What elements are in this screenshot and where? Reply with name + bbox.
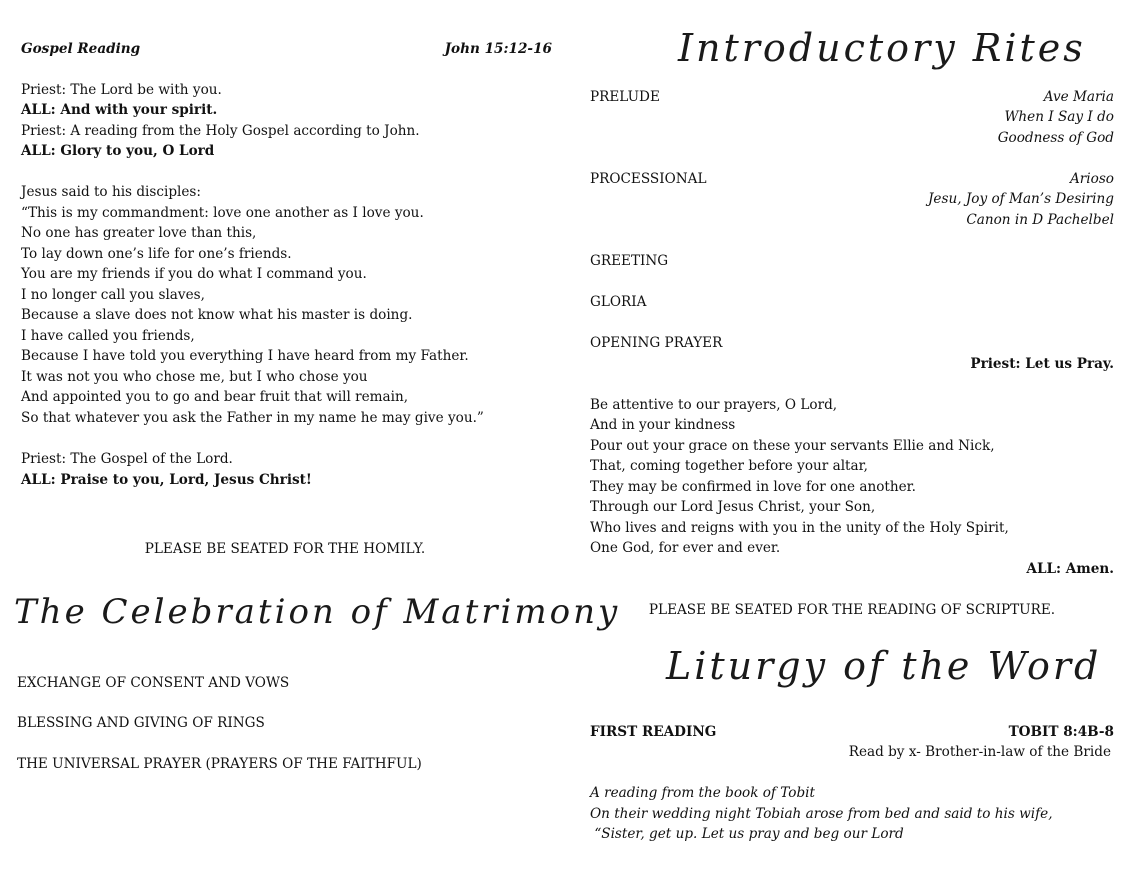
prayer-line: Be attentive to our prayers, O Lord, — [590, 397, 838, 413]
gospel-heading: Gospel Reading — [21, 41, 141, 57]
matrimony-item: BLESSING AND GIVING OF RINGS — [17, 715, 265, 731]
prelude-label: PRELUDE — [590, 89, 660, 105]
dialogue-line: ALL: Praise to you, Lord, Jesus Christ! — [21, 472, 312, 488]
gospel-reference: John 15:12-16 — [444, 41, 552, 57]
gospel-line: And appointed you to go and bear fruit that will remain, — [21, 389, 409, 405]
gospel-line: “This is my commandment: love one another as I love you. — [21, 205, 424, 221]
gospel-line: To lay down one’s life for one’s friends. — [21, 246, 292, 262]
matrimony-item: THE UNIVERSAL PRAYER (PRAYERS OF THE FAITHFUL) — [17, 756, 422, 772]
gospel-line: I no longer call you slaves, — [21, 287, 205, 303]
gloria-label: GLORIA — [590, 294, 647, 310]
processional-piece: Arioso — [1069, 171, 1114, 187]
prayer-line: And in your kindness — [590, 417, 736, 433]
processional-label: PROCESSIONAL — [590, 171, 707, 187]
dialogue-line: Priest: A reading from the Holy Gospel according to John. — [21, 123, 420, 139]
dialogue-line: Priest: The Lord be with you. — [21, 82, 222, 98]
reading-line: On their wedding night Tobiah arose from bed and said to his wife, — [590, 806, 1053, 822]
prelude-piece: Ave Maria — [1043, 89, 1114, 105]
gospel-line: Because a slave does not know what his master is doing. — [21, 307, 413, 323]
scripture-note: PLEASE BE SEATED FOR THE READING OF SCRIPTURE. — [648, 602, 1056, 618]
prayer-line: Who lives and reigns with you in the unity of the Holy Spirit, — [590, 520, 1009, 536]
reading-line: “Sister, get up. Let us pray and beg our Lord — [590, 826, 904, 842]
processional-piece: Jesu, Joy of Man’s Desiring — [927, 191, 1114, 207]
gospel-line: You are my friends if you do what I command you. — [21, 266, 367, 282]
prelude-piece: When I Say I do — [1004, 109, 1114, 125]
prayer-line: Pour out your grace on these your servants Ellie and Nick, — [590, 438, 995, 454]
prayer-line: That, coming together before your altar, — [590, 458, 868, 474]
greeting-label: GREETING — [590, 253, 669, 269]
first-reading-reference: TOBIT 8:4B-8 — [1008, 724, 1114, 740]
first-reading-label: FIRST READING — [590, 724, 717, 740]
dialogue-line: Priest: The Gospel of the Lord. — [21, 451, 233, 467]
gospel-line: So that whatever you ask the Father in my name he may give you.” — [21, 410, 484, 426]
priest-pray: Priest: Let us Pray. — [970, 356, 1114, 372]
reader-note: Read by x- Brother-in-law of the Bride — [848, 744, 1111, 760]
gospel-line: It was not you who chose me, but I who chose you — [21, 369, 368, 385]
rites-title: Introductory Rites — [678, 26, 1086, 70]
prayer-line: One God, for ever and ever. — [590, 540, 781, 556]
amen: ALL: Amen. — [1026, 561, 1114, 577]
reading-line: A reading from the book of Tobit — [590, 785, 815, 801]
gospel-line: I have called you friends, — [21, 328, 195, 344]
matrimony-title: The Celebration of Matrimony — [14, 592, 621, 632]
gospel-line: Jesus said to his disciples: — [21, 184, 201, 200]
opening-prayer-label: OPENING PRAYER — [590, 335, 723, 351]
prelude-piece: Goodness of God — [997, 130, 1114, 146]
right-page — [570, 0, 1140, 881]
word-title: Liturgy of the Word — [666, 644, 1102, 688]
dialogue-line: ALL: And with your spirit. — [21, 102, 218, 118]
homily-note: PLEASE BE SEATED FOR THE HOMILY. — [144, 541, 426, 557]
gospel-line: No one has greater love than this, — [21, 225, 257, 241]
prayer-line: Through our Lord Jesus Christ, your Son, — [590, 499, 876, 515]
gospel-line: Because I have told you everything I have heard from my Father. — [21, 348, 469, 364]
dialogue-line: ALL: Glory to you, O Lord — [21, 143, 215, 159]
processional-piece: Canon in D Pachelbel — [966, 212, 1114, 228]
matrimony-item: EXCHANGE OF CONSENT AND VOWS — [17, 675, 290, 691]
prayer-line: They may be confirmed in love for one another. — [590, 479, 916, 495]
